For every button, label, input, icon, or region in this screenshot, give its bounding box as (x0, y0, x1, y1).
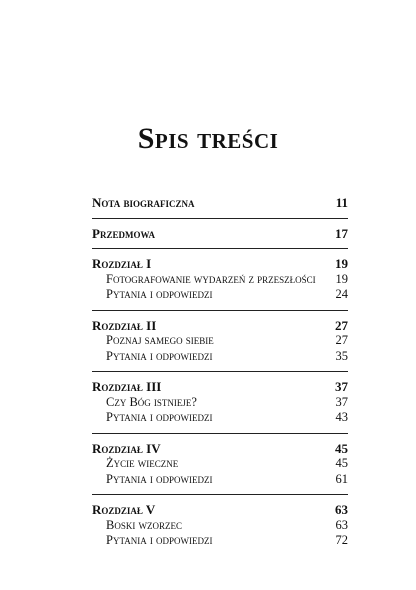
toc-subentry-label: Pytania i odpowiedzi (106, 348, 213, 363)
toc-chapter-label: Rozdział III (92, 379, 162, 394)
toc-chapter-page: 45 (335, 440, 348, 456)
toc-chapter-1 (92, 256, 348, 272)
toc-subentry-label: Poznaj samego siebie (106, 333, 214, 347)
toc-entry-page: 17 (335, 225, 348, 241)
toc-subentry-label: Pytania i odpowiedzi (106, 471, 213, 486)
toc-chapter-4 (92, 441, 348, 457)
table-of-contents (92, 195, 348, 549)
toc-chapter-page: 19 (335, 256, 348, 271)
toc-subentry-label: Fotografowanie wydarzeń z przeszłości (106, 271, 316, 286)
toc-entry-page: 11 (335, 195, 348, 210)
toc-subentry (92, 410, 348, 426)
toc-divider (92, 218, 348, 219)
toc-chapter-page: 27 (335, 317, 348, 333)
toc-entry-nota (92, 195, 348, 211)
toc-subentry-label: Pytania i odpowiedzi (106, 410, 213, 424)
toc-subentry-page: 19 (335, 271, 348, 286)
toc-subentry (92, 333, 348, 349)
toc-divider (92, 371, 348, 372)
toc-chapter-label: Rozdział V (92, 502, 156, 517)
toc-chapter-label: Rozdział II (92, 317, 157, 333)
toc-divider (92, 248, 348, 249)
page-title: Spis treści (137, 122, 279, 155)
toc-chapter-label: Rozdział IV (92, 440, 161, 456)
toc-subentry-page: 35 (335, 348, 348, 363)
toc-subentry-page: 37 (335, 394, 348, 409)
toc-subentry-page: 43 (335, 410, 348, 424)
toc-subentry (92, 349, 348, 365)
toc-chapter-2 (92, 318, 348, 334)
toc-subentry-page: 61 (335, 471, 348, 486)
toc-subentry (92, 272, 348, 288)
toc-subentry-label: Życie wieczne (106, 456, 179, 470)
toc-subentry-label: Pytania i odpowiedzi (106, 287, 213, 301)
toc-divider (92, 310, 348, 311)
toc-subentry-page: 27 (335, 333, 348, 347)
toc-entry-label: Przedmowa (92, 225, 155, 241)
toc-subentry (92, 395, 348, 411)
toc-subentry (92, 472, 348, 488)
toc-subentry-page: 63 (335, 517, 348, 532)
toc-chapter-page: 37 (335, 379, 348, 394)
toc-divider (92, 433, 348, 434)
toc-subentry (92, 533, 348, 549)
toc-subentry (92, 518, 348, 534)
toc-chapter-5 (92, 502, 348, 518)
toc-chapter-3 (92, 379, 348, 395)
toc-chapter-page: 63 (335, 502, 348, 517)
toc-chapter-label: Rozdział I (92, 256, 152, 271)
toc-entry-przedmowa (92, 226, 348, 242)
toc-subentry (92, 456, 348, 472)
toc-subentry-page: 24 (335, 287, 348, 301)
toc-subentry-label: Pytania i odpowiedzi (106, 533, 213, 547)
toc-subentry-page: 45 (335, 456, 348, 470)
toc-subentry-page: 72 (335, 533, 348, 547)
toc-divider (92, 494, 348, 495)
toc-subentry (92, 287, 348, 303)
toc-entry-label: Nota biograficzna (92, 195, 195, 210)
toc-subentry-label: Czy Bóg istnieje? (106, 394, 197, 409)
toc-subentry-label: Boski wzorzec (106, 517, 182, 532)
